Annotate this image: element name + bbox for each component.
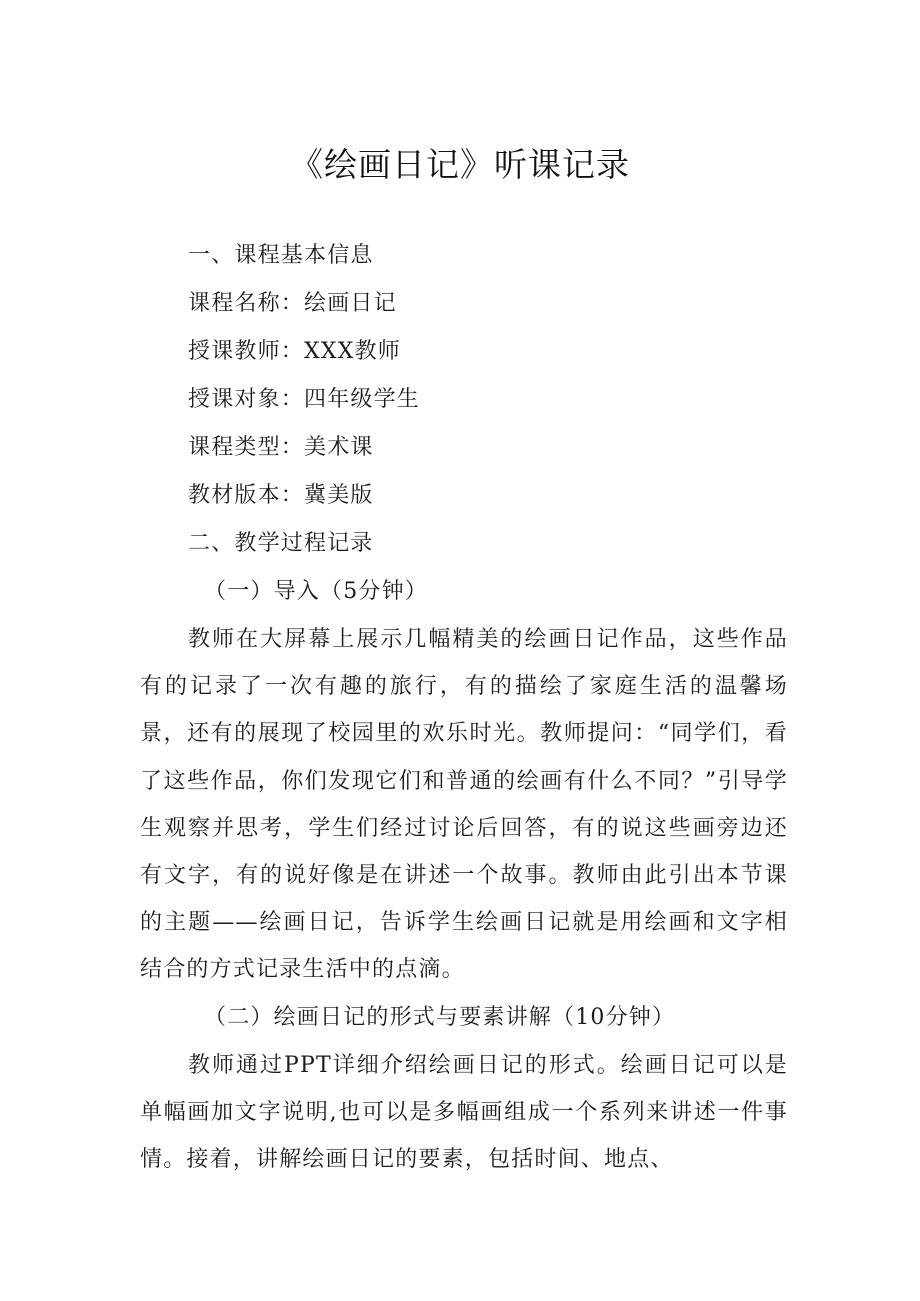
section-heading-process: 二、教学过程记录 xyxy=(188,531,374,556)
info-course-name: 课程名称：绘画日记 xyxy=(188,291,397,316)
info-audience: 授课对象：四年级学生 xyxy=(188,387,421,412)
section-heading-basic-info: 一、课程基本信息 xyxy=(188,243,374,268)
info-course-type: 课程类型：美术课 xyxy=(188,435,374,460)
paragraph-intro: 教师在大屏幕上展示几幅精美的绘画日记作品，这些作品有的记录了一次有趣的旅行，有的描绘了家庭生活的温馨场景，还有的展现了校园里的欢乐时光。教师提问：“同学们，看了这些作品，你们发现它们和普通的绘画有什么不同？”引导学生观察并思考，学生们经过讨论后回答，有的说这些画旁边还有文字，有的说好像是在讲述一个故事。教师由此引出本节课的主题——绘画日记，告诉学生绘画日记就是用绘画和文字相结合的方式记录生活中的点滴。 xyxy=(140,627,788,983)
document-body xyxy=(140,232,788,1183)
info-textbook: 教材版本：冀美版 xyxy=(188,483,374,508)
document-title: 《绘画日记》听课记录 xyxy=(290,145,630,184)
subsection-heading-form-elements: （二）绘画日记的形式与要素讲解（10分钟） xyxy=(204,1004,676,1030)
subsection-heading-intro: （一）导入（5分钟） xyxy=(204,579,428,604)
paragraph-form-elements: 教师通过PPT详细介绍绘画日记的形式。绘画日记可以是单幅画加文字说明,也可以是多幅画组成一个系列来讲述一件事情。接着，讲解绘画日记的要素，包括时间、地点、 xyxy=(140,1052,788,1173)
info-teacher: 授课教师：XXX教师 xyxy=(188,339,401,364)
